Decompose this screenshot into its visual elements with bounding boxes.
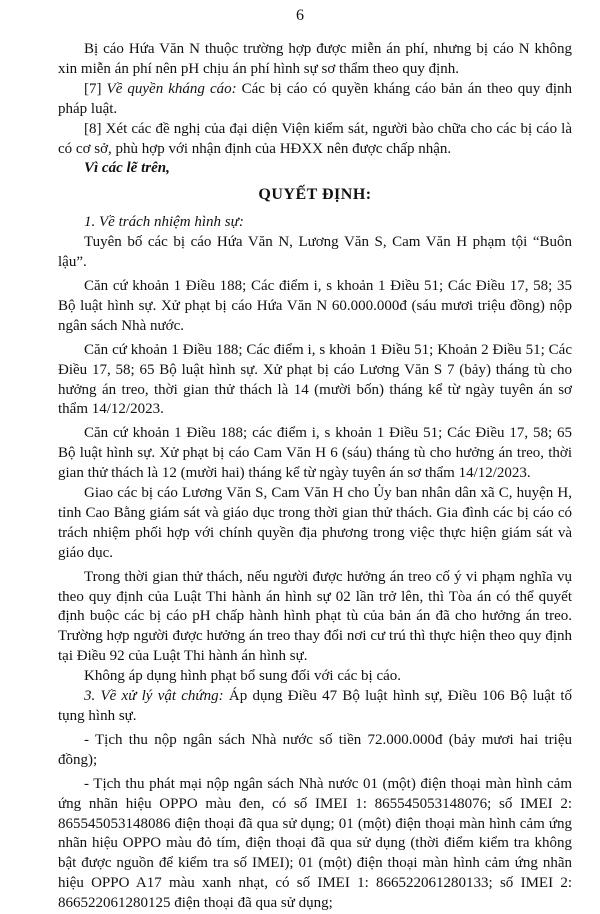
section-3-text: Áp dụng Điều 47 Bộ luật hình sự, Điều 106 Bộ luật tố tụng hình sự. bbox=[58, 688, 572, 724]
appeal-right-text: Các bị cáo có quyền kháng cáo bản án theo quy định pháp luật. bbox=[58, 80, 572, 117]
paragraph-court-fee: Bị cáo Hứa Văn N thuộc trường hợp được miễn án phí, nhưng bị cáo N không xin miễn án phí nên pH chịu án phí hình sự sơ thẩm theo quy định. bbox=[58, 41, 572, 77]
supervision-assignment: Giao các bị cáo Lương Văn S, Cam Văn H cho Ủy ban nhân dân xã C, huyện H, tỉnh Cao Bằng giám sát và giáo dục trong thời gian thử thách. Gia đình các bị cáo có trách nhiệm phối hợp với chính quyền địa phương trong việc thực hiện giám sát và giáo dục. bbox=[58, 485, 572, 561]
paragraph-reasons: Vì các lẽ trên, bbox=[84, 160, 170, 177]
appeal-right-label: Về quyền kháng cáo: bbox=[106, 80, 237, 97]
probation-terms: Trong thời gian thử thách, nếu người được hưởng án treo cố ý vi phạm nghĩa vụ theo quy định của Luật Thi hành án hình sự 02 lần trở lên, thì Tòa án có thể quyết định buộc các bị cáo pH chấp hành hình phạt tù của bản án đã cho hưởng án treo. Trường hợp người được hưởng án treo thay đổi nơi cư trú thì thực hiện theo quy định tại Điều 92 của Luật Thi hành án hình sự. bbox=[58, 568, 572, 665]
evidence-cash-confiscation: - Tịch thu nộp ngân sách Nhà nước số tiền 72.000.000đ (bảy mươi hai triệu đồng); bbox=[58, 731, 572, 768]
evidence-phones-confiscation: - Tịch thu phát mại nộp ngân sách Nhà nước 01 (một) điện thoại màn hình cảm ứng nhãn hiệu OPPO màu đen, có số IMEI 1: 865545053148076; số IMEI 2: 865545053148086 điện thoại đã qua sử dụng; 01 (một) điện thoại màn hình cảm ứng nhãn hiệu OPPO màu đỏ tím, điện thoại đã qua sử dụng (thời điểm kiểm tra không bật được nguồn để kiểm tra số IMEI); 01 (một) điện thoại màn hình cảm ứng nhãn hiệu OPPO A17 màu xanh nhạt, có số IMEI 1: 866522061280133; số IMEI 2: 866522061280125 điện thoại đã qua sử dụng; bbox=[58, 775, 572, 912]
document-body bbox=[58, 40, 572, 914]
paragraph-appeal-right bbox=[58, 80, 572, 120]
paragraph-proposals: [8] Xét các đề nghị của đại diện Viện kiểm sát, người bào chữa cho các bị cáo là có cơ sở, phù hợp với nhận định của HĐXX nên được chấp nhận. bbox=[58, 120, 572, 157]
paragraph-number: [7] bbox=[84, 80, 107, 97]
section-1-declaration: Tuyên bố các bị cáo Hứa Văn N, Lương Văn S, Cam Văn H phạm tội “Buôn lậu”. bbox=[58, 234, 572, 271]
section-3-title: 3. Về xử lý vật chứng: bbox=[84, 688, 224, 705]
section-1-title: 1. Về trách nhiệm hình sự: bbox=[84, 214, 244, 231]
decision-heading: QUYẾT ĐỊNH: bbox=[258, 186, 372, 204]
page-number: 6 bbox=[296, 7, 304, 24]
section-3-evidence bbox=[58, 687, 572, 727]
no-additional-penalty: Không áp dụng hình phạt bổ sung đối với các bị cáo. bbox=[84, 668, 402, 685]
sentence-defendant-n: Căn cứ khoản 1 Điều 188; Các điểm i, s khoản 1 Điều 51; Các Điều 17, 58; 35 Bộ luật hình sự. Xử phạt bị cáo Hứa Văn N 60.000.000đ (sáu mươi triệu đồng) nộp ngân sách Nhà nước. bbox=[58, 277, 572, 334]
sentence-defendant-h: Căn cứ khoản 1 Điều 188; các điểm i, s khoản 1 Điều 51; Các Điều 17, 58; 65 Bộ luật hình sự. Xử phạt bị cáo Cam Văn H 6 (sáu) tháng tù cho hưởng án treo, thời gian thử thách là 12 (mười hai) tháng kể từ ngày tuyên án sơ thẩm 14/12/2023. bbox=[58, 425, 572, 482]
sentence-defendant-s: Căn cứ khoản 1 Điều 188; Các điểm i, s khoản 1 Điều 51; Khoản 2 Điều 51; Các Điều 17, 58; 65 Bộ luật hình sự. Xử phạt bị cáo Lương Văn S 7 (bảy) tháng tù cho hưởng án treo, thời gian thử thách là 14 (mười bốn) tháng kể từ ngày tuyên án sơ thẩm 14/12/2023. bbox=[58, 341, 572, 418]
